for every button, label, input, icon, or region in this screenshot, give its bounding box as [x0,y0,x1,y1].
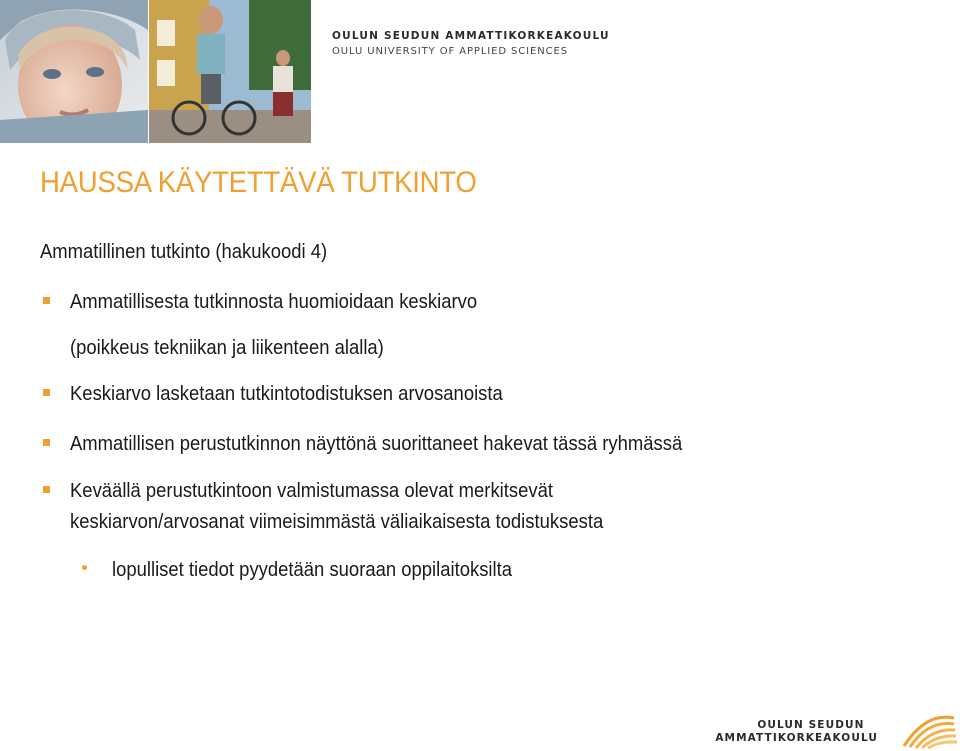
bullet-1-line-2: (poikkeus tekniikan ja liikenteen alalla) [70,336,384,359]
bullet-2-line-1: Keskiarvo lasketaan tutkintotodistuksen arvosanoista [70,382,503,405]
fan-logo-icon [900,710,958,750]
header-photo-student [0,0,148,143]
square-bullet-icon [43,389,50,396]
round-bullet-icon [82,565,87,570]
photo-student-graphic [0,0,148,143]
square-bullet-icon [43,486,50,493]
bullet-4-line-1: Keväällä perustutkintoon valmistumassa olevat merkitsevät [70,479,554,502]
footer-logo [715,719,878,745]
square-bullet-icon [43,439,50,446]
photo-cyclists-graphic [149,0,311,143]
bullet-4-line-2: keskiarvon/arvosanat viimeisimmästä väliaikaisesta todistuksesta [70,510,604,533]
header-photo-cyclists [149,0,311,143]
intro-text: Ammatillinen tutkinto (hakukoodi 4) [40,240,328,263]
footer-logo-line-2: AMMATTIKORKEAKOULU [715,732,878,744]
footer-logo-line-1: OULUN SEUDUN [757,719,865,731]
header-logo-english: OULU UNIVERSITY OF APPLIED SCIENCES [332,46,568,57]
sub-bullet-text: lopulliset tiedot pyydetään suoraan oppilaitoksilta [112,558,513,581]
header-logo-finnish: OULUN SEUDUN AMMATTIKORKEAKOULU [332,30,610,42]
bullet-3-line-1: Ammatillisen perustutkinnon näyttönä suorittaneet hakevat tässä ryhmässä [70,432,683,455]
bullet-1-line-1: Ammatillisesta tutkinnosta huomioidaan keskiarvo [70,290,478,313]
square-bullet-icon [43,297,50,304]
slide-title: HAUSSA KÄYTETTÄVÄ TUTKINTO [40,166,477,199]
header-logo [332,29,610,60]
